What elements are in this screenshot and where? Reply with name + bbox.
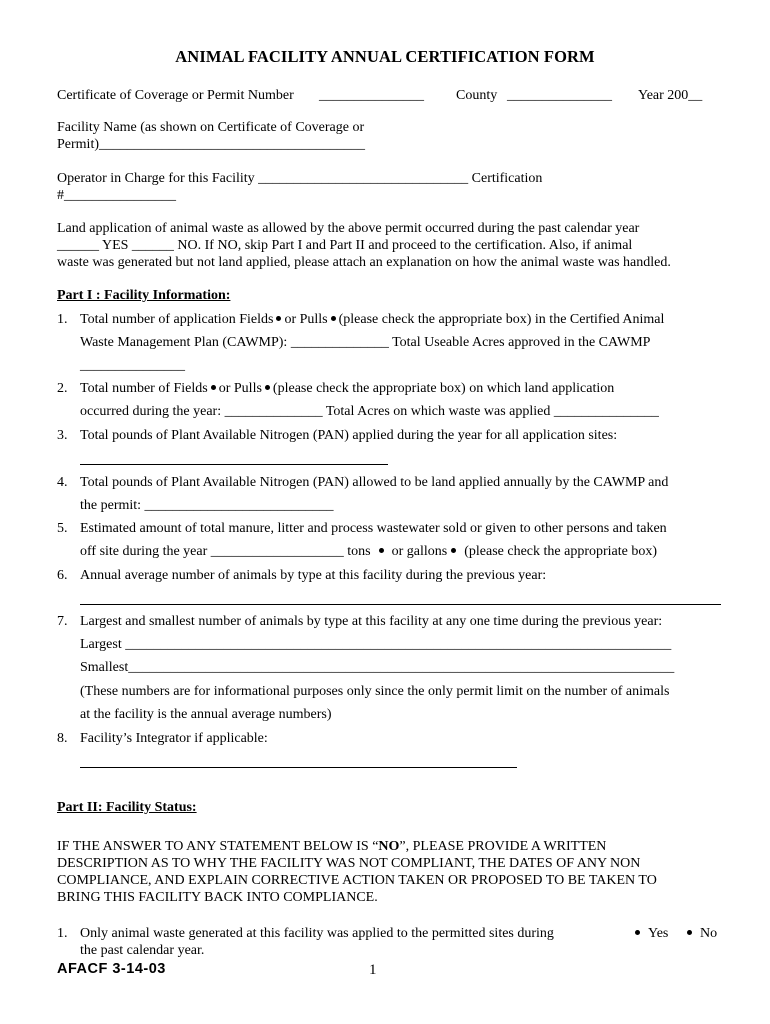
permit-number-field[interactable]: _______________ bbox=[319, 88, 424, 103]
item-3-answer-line[interactable] bbox=[80, 464, 388, 465]
item-1-cawmp-fields[interactable]: Waste Management Plan (CAWMP): ______________ Total Useable Acres approved in the CAWMP bbox=[80, 335, 651, 350]
item-7-smallest-field[interactable]: Smallest______________________________________________________________________________ bbox=[80, 660, 675, 675]
no-radio[interactable] bbox=[687, 930, 692, 935]
item-1-number: 1. bbox=[57, 312, 68, 327]
item-6-number: 6. bbox=[57, 568, 68, 583]
item-1-useable-acres-field[interactable]: _______________ bbox=[80, 358, 185, 373]
item-2-number: 2. bbox=[57, 381, 68, 396]
item-7-largest-field[interactable]: Largest ______________________________________________________________________________ bbox=[80, 637, 672, 652]
item-2-fields-label: Total number of Fields bbox=[80, 381, 208, 396]
item-6-answer-line[interactable] bbox=[80, 604, 721, 605]
question-1-no-option[interactable] bbox=[684, 926, 717, 942]
yes-label: Yes bbox=[648, 926, 669, 941]
intro-yes-no-field[interactable]: ______ YES ______ NO. If NO, skip Part I and Part II and proceed to the certification. Also, if animal bbox=[57, 238, 633, 253]
item-2-acres-fields[interactable]: occurred during the year: ______________ Total Acres on which waste was applied _______________ bbox=[80, 404, 659, 419]
item-1-tail: (please check the appropriate box) in the Certified Animal bbox=[338, 312, 665, 327]
yes-radio[interactable] bbox=[635, 930, 640, 935]
part-1-heading: Part I : Facility Information: bbox=[57, 288, 231, 303]
certification-number-field[interactable]: #________________ bbox=[57, 188, 176, 203]
part-2-instruction-line-1: IF THE ANSWER TO ANY STATEMENT BELOW IS “NO”, PLEASE PROVIDE A WRITTEN bbox=[57, 839, 607, 854]
item-7-text: Largest and smallest number of animals by type at this facility at any one time during the previous year: bbox=[80, 614, 663, 629]
item-5-amount-row bbox=[80, 544, 657, 560]
pulls-checkbox[interactable] bbox=[265, 385, 270, 390]
item-5-text: Estimated amount of total manure, litter and process wastewater sold or given to other persons and taken bbox=[80, 521, 667, 536]
item-1-pulls-label: or Pulls bbox=[284, 312, 328, 327]
item-5-number: 5. bbox=[57, 521, 68, 536]
item-4-permit-field[interactable]: the permit: ___________________________ bbox=[80, 498, 334, 513]
form-title: ANIMAL FACILITY ANNUAL CERTIFICATION FORM bbox=[175, 47, 595, 66]
question-1-text-line-1: Only animal waste generated at this facility was applied to the permitted sites during bbox=[80, 926, 554, 941]
part-2-instruction-line-2: DESCRIPTION AS TO WHY THE FACILITY WAS NOT COMPLIANT, THE DATES OF ANY NON bbox=[57, 856, 641, 871]
intro-line-1: Land application of animal waste as allowed by the above permit occurred during the past calendar year bbox=[57, 221, 640, 236]
permit-number-label: Certificate of Coverage or Permit Number bbox=[57, 88, 294, 103]
fields-checkbox[interactable] bbox=[211, 385, 216, 390]
item-2-text bbox=[80, 381, 614, 397]
item-1-fields-label: Total number of application Fields bbox=[80, 312, 274, 327]
item-4-text: Total pounds of Plant Available Nitrogen (PAN) allowed to be land applied annually by the CAWMP and bbox=[80, 475, 669, 490]
item-7-note-line-2: at the facility is the annual average numbers) bbox=[80, 707, 332, 722]
question-1-text-line-2: the past calendar year. bbox=[80, 943, 205, 958]
item-8-text: Facility’s Integrator if applicable: bbox=[80, 731, 268, 746]
tons-checkbox[interactable] bbox=[379, 548, 384, 553]
gallons-checkbox[interactable] bbox=[451, 548, 456, 553]
item-4-number: 4. bbox=[57, 475, 68, 490]
item-1-text bbox=[80, 312, 664, 328]
pulls-checkbox[interactable] bbox=[331, 316, 336, 321]
facility-name-label: Facility Name (as shown on Certificate of Coverage or bbox=[57, 120, 365, 135]
question-1-number: 1. bbox=[57, 926, 68, 941]
intro-line-3: waste was generated but not land applied, please attach an explanation on how the animal waste was handled. bbox=[57, 255, 671, 270]
operator-in-charge-field[interactable]: Operator in Charge for this Facility ______________________________ Certification bbox=[57, 171, 543, 186]
item-5-amount-field[interactable]: off site during the year ___________________ tons bbox=[80, 544, 371, 559]
item-8-answer-line[interactable] bbox=[80, 767, 517, 768]
item-2-tail: (please check the appropriate box) on which land application bbox=[272, 381, 615, 396]
question-1-yes-option[interactable] bbox=[632, 926, 668, 942]
page-number: 1 bbox=[369, 962, 377, 978]
form-code: AFACF 3-14-03 bbox=[57, 961, 166, 977]
item-5-gallons-label: or gallons bbox=[391, 544, 448, 559]
part-2-instruction-line-3: COMPLIANCE, AND EXPLAIN CORRECTIVE ACTION TAKEN OR PROPOSED TO BE TAKEN TO bbox=[57, 873, 657, 888]
part-2-instruction-line-4: BRING THIS FACILITY BACK INTO COMPLIANCE. bbox=[57, 890, 378, 905]
no-label: No bbox=[700, 926, 718, 941]
item-3-number: 3. bbox=[57, 428, 68, 443]
year-field[interactable]: Year 200__ bbox=[638, 88, 703, 103]
item-5-tail: (please check the appropriate box) bbox=[464, 544, 658, 559]
item-3-text: Total pounds of Plant Available Nitrogen (PAN) applied during the year for all application sites: bbox=[80, 428, 618, 443]
county-field[interactable]: _______________ bbox=[507, 88, 612, 103]
part-2-heading: Part II: Facility Status: bbox=[57, 800, 197, 815]
facility-name-field[interactable]: Permit)______________________________________ bbox=[57, 137, 365, 152]
item-7-note-line-1: (These numbers are for informational purposes only since the only permit limit on the number of animals bbox=[80, 684, 670, 699]
fields-checkbox[interactable] bbox=[276, 316, 281, 321]
item-2-pulls-label: or Pulls bbox=[218, 381, 262, 396]
item-8-number: 8. bbox=[57, 731, 68, 746]
item-7-number: 7. bbox=[57, 614, 68, 629]
county-label: County bbox=[456, 88, 498, 103]
item-6-text: Annual average number of animals by type at this facility during the previous year: bbox=[80, 568, 547, 583]
